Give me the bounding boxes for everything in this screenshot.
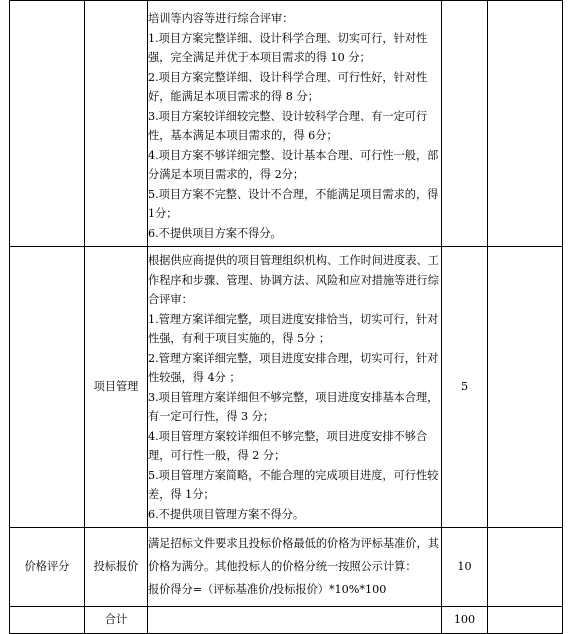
remark-cell xyxy=(488,607,563,634)
criteria-line: 4.项目方案不够详细完整、设计基本合理、可行性一般，部分满足本项目需求的，得 2分； xyxy=(148,148,439,181)
category-cell xyxy=(10,1,85,247)
category-cell: 价格评分 xyxy=(10,528,85,607)
remark-cell xyxy=(488,528,563,607)
criteria-line: 4.项目管理方案较详细但不够完整，项目进度安排不够合理，可行性一般，得 2 分； xyxy=(148,429,428,462)
score-cell xyxy=(442,1,488,247)
table-row xyxy=(10,1,563,247)
remark-cell xyxy=(488,247,563,528)
table-row xyxy=(10,528,563,607)
criteria-line: 2.项目方案完整详细、设计科学合理、可行性好，针对性好，能满足本项目需求的得 8 分； xyxy=(148,70,428,103)
criteria-line: 3.项目方案较详细较完整、设计较科学合理、有一定可行性，基本满足本项目需求的，得 6分； xyxy=(148,109,428,142)
criteria-line: 报价得分=（评标基准价/投标报价）*10%*100 xyxy=(148,583,387,596)
scoring-table xyxy=(9,0,563,634)
criteria-line: 6.不提供项目方案不得分。 xyxy=(148,226,282,240)
total-score: 100 xyxy=(442,607,488,634)
category-cell xyxy=(10,607,85,634)
criteria-cell xyxy=(148,247,442,528)
subitem-cell: 投标报价 xyxy=(85,528,148,607)
criteria-line: 满足招标文件要求且投标价格最低的价格为评标基准价，其价格为满分。其他投标人的价格分统一按照公示计算： xyxy=(148,537,439,573)
subitem-cell: 项目管理 xyxy=(85,247,148,528)
criteria-line: 5.项目方案不完整、设计不合理，不能满足项目需求的，得 1分； xyxy=(148,187,439,220)
criteria-cell xyxy=(148,1,442,247)
remark-cell xyxy=(488,1,563,247)
criteria-line: 6.不提供项目管理方案不得分。 xyxy=(148,507,305,521)
table-row xyxy=(10,607,563,634)
criteria-line: 3.项目管理方案详细但不够完整，项目进度安排基本合理，有一定可行性，得 3 分； xyxy=(148,390,439,423)
criteria-cell xyxy=(148,528,442,607)
category-cell xyxy=(10,247,85,528)
criteria-cell xyxy=(148,607,442,634)
score-cell: 10 xyxy=(442,528,488,607)
criteria-line: 1.项目方案完整详细、设计科学合理、切实可行，针对性强，完全满足并优于本项目需求的得 10 分； xyxy=(148,31,428,64)
subitem-cell xyxy=(85,1,148,247)
score-cell: 5 xyxy=(442,247,488,528)
total-label: 合计 xyxy=(85,607,148,634)
criteria-line: 培训等内容等进行综合评审： xyxy=(148,12,294,25)
table-row xyxy=(10,247,563,528)
criteria-line: 2.管理方案详细完整，项目进度安排合理，切实可行，针对性较强，得 4分 ； xyxy=(148,351,439,384)
criteria-line: 5.项目管理方案简略，不能合理的完成项目进度，可行性较差，得 1分； xyxy=(148,468,439,501)
criteria-line: 根据供应商提供的项目管理组织机构、工作时间进度表、工作程序和步骤、管理、协调方法、风险和应对措施等进行综合评审： xyxy=(148,254,439,306)
criteria-line: 1.管理方案详细完整，项目进度安排恰当，切实可行，针对性强，有利于项目实施的，得 5分 ； xyxy=(148,312,439,345)
